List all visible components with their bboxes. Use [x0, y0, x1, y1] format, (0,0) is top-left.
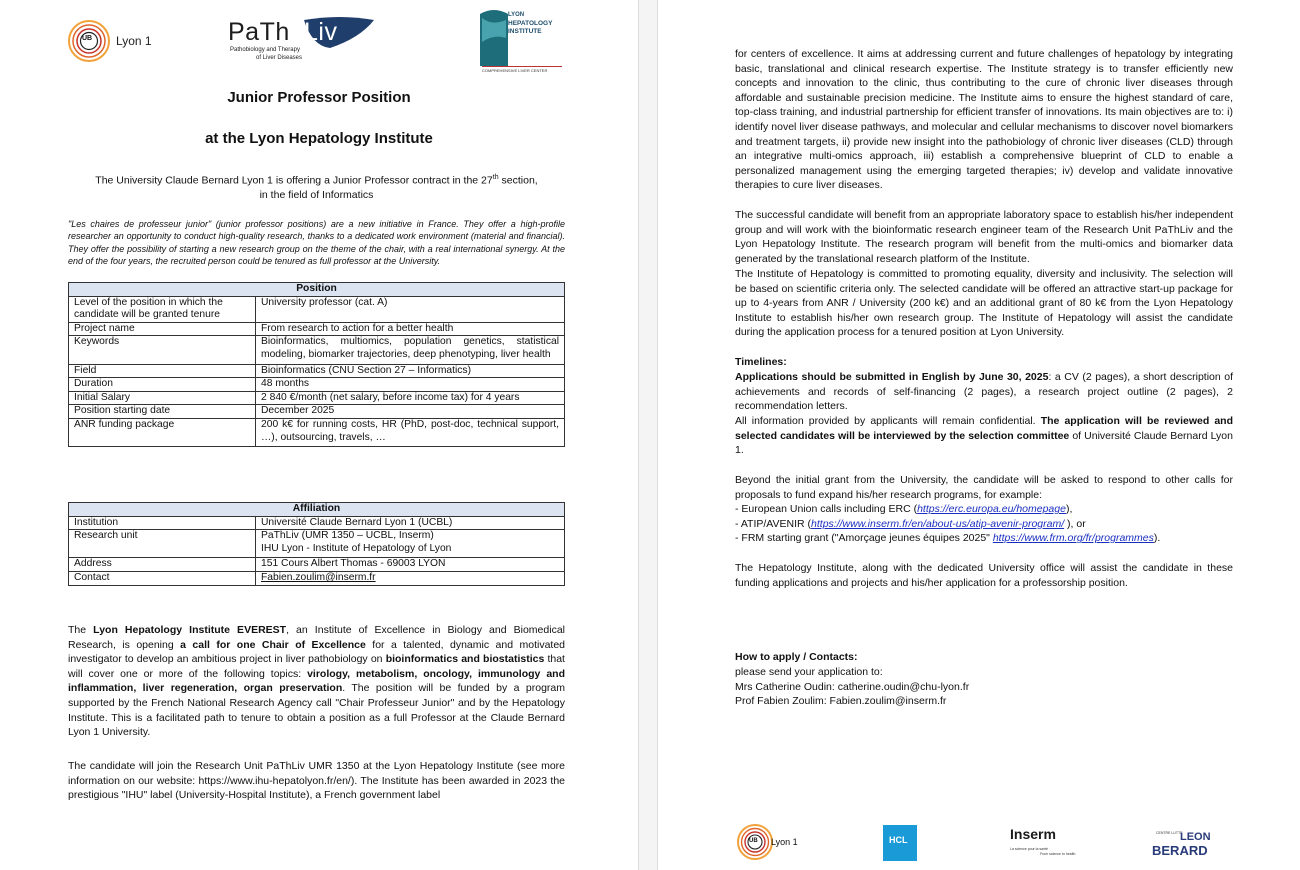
research-unit-paragraph: The candidate will join the Research Unit PaThLiv UMR 1350 at the Lyon Hepatology Institute (see more information on our website: https://www.ihu-hepatolyon.fr/en/). The Institute has been awarded in 2023 the prestigious "IHU" label (University-Hospital Institute), a French government label	[68, 760, 565, 802]
table-row: ANR funding package 200 k€ for running costs, HR (PhD, post-doc, technical support, …), outsourcing, travels, …	[69, 418, 565, 446]
page-title: Junior Professor Position	[227, 89, 411, 106]
table-row: Position starting date December 2025	[69, 405, 565, 419]
table-row: Research unit PaThLiv (UMR 1350 – UCBL, Inserm) IHU Lyon - Institute of Hepatology of Lyon	[69, 530, 565, 558]
timelines-heading: Timelines:	[735, 356, 787, 368]
hepatology-support-paragraph: The Hepatology Institute, along with the dedicated University office will assist the candidate in these funding applications and projects and his/her application for a professorship position.	[735, 562, 1233, 589]
contact-oudin: Mrs Catherine Oudin: catherine.oudin@chu-lyon.fr	[735, 680, 970, 693]
table-row: Institution Université Claude Bernard Lyon 1 (UCBL)	[69, 516, 565, 530]
footer-lyon1-logo	[736, 823, 816, 863]
lhi-divider	[482, 66, 562, 67]
frm-link[interactable]: https://www.frm.org/fr/programmes	[992, 532, 1154, 545]
footer-lyon1-emblem-text: UB	[749, 838, 758, 844]
document-page-1	[0, 0, 638, 870]
pathliv-text-b: Liv	[304, 18, 338, 46]
inserm-logo: Inserm La science pour la santé From science to health	[1010, 826, 1076, 856]
confidentiality-paragraph: All information provided by applicants will remain confidential. The application will be reviewed and selected candidates will be interviewed by the selection committee of Université Claude Bernard Lyon 1.	[735, 415, 1233, 457]
affiliation-table	[68, 502, 565, 586]
contact-zoulim: Prof Fabien Zoulim: Fabien.zoulim@inserm.fr	[735, 695, 947, 708]
lyon1-logo	[67, 18, 177, 64]
page-subtitle: at the Lyon Hepatology Institute	[205, 130, 433, 147]
junior-chair-description: "Les chaires de professeur junior" (junior professor positions) are a new initiative in France. They offer a high-profile researcher an opportunity to conduct high-quality research, thanks to a dedicated work environment (material and financial). They offer the possibility of starting a new research group on the theme of the chair, with a real international synergy. At the end of the four years, the recruited person could be tenured as full professor at the University.	[68, 219, 565, 267]
table-row: Duration 48 months	[69, 378, 565, 392]
lyon1-emblem-text: UB	[82, 35, 93, 42]
affiliation-table-header: Affiliation	[69, 503, 565, 517]
hcl-logo: HCL	[883, 825, 917, 861]
table-row: Initial Salary 2 840 €/month (net salary, before income tax) for 4 years	[69, 391, 565, 405]
pathliv-subtitle-2: of Liver Diseases	[256, 55, 303, 61]
lhi-line-1: LYON	[508, 12, 525, 18]
timelines-paragraph: Applications should be submitted in English by June 30, 2025: a CV (2 pages), a short description of achievements and records of self-financing (2 pages), a research project outline (2 pages), 2 recommendation letters.	[735, 371, 1233, 413]
centre-leon-berard-logo: CENTRE LUTTE LEON BERARD	[1152, 831, 1211, 858]
intro-text: The University Claude Bernard Lyon 1 is offering a Junior Professor contract in the 27th section, in the field of Informatics	[95, 174, 538, 202]
institute-aims-paragraph: for centers of excellence. It aims at addressing current and future challenges of hepatology by integrating basic, translational and clinical research expertise. The Institute strategy is to transfer efficiently new concepts and innovation to the clinic, thus contributing to the cure of chronic liver diseases through affordable and sustainable precision medicine. The Institute aims to ensure the highest standard of care, top-class training, and industrial partnership for efficient transfer of innovations. Its main objectives are to: i) identify novel liver disease pathways, and molecular and cellular mechanisms to discover novel biomarkers and treatment targets, ii) provide new insight into the pathobiology of chronic liver diseases (CLD) through an integrative multi-omics approach, iii) establish a comprehensive blueprint of CLD to enable a personalized management using the emerging targeted therapies; iv) develop and validate innovative therapies to cure liver diseases.	[735, 48, 1233, 192]
position-table-header: Position	[69, 283, 565, 297]
lyon-hepatology-institute-logo	[476, 8, 566, 74]
document-page-2	[658, 0, 1300, 870]
pathliv-subtitle-1: Pathobiology and Therapy	[230, 47, 300, 53]
list-item: - European Union calls including ERC (https://erc.europa.eu/homepage),	[735, 503, 1073, 515]
how-to-apply-heading: How to apply / Contacts:	[735, 651, 858, 663]
list-item: - FRM starting grant ("Amorçage jeunes équipes 2025" https://www.frm.org/fr/programmes).	[735, 532, 1161, 545]
lyon1-label: Lyon 1	[116, 34, 152, 48]
lhi-shape-icon	[476, 8, 512, 68]
erc-link[interactable]: https://erc.europa.eu/homepage	[917, 503, 1066, 515]
table-row: Field Bioinformatics (CNU Section 27 – Informatics)	[69, 364, 565, 378]
position-table	[68, 282, 565, 447]
pathliv-logo	[228, 16, 378, 66]
atip-avenir-link[interactable]: https://www.inserm.fr/en/about-us/atip-avenir-program/	[811, 517, 1065, 530]
funding-calls-paragraph: Beyond the initial grant from the University, the candidate will be asked to respond to other calls for proposals to fund expand his/her research programs, for example:	[735, 474, 1233, 501]
table-row: Address 151 Cours Albert Thomas - 69003 LYON	[69, 558, 565, 572]
call-description-paragraph: The Lyon Hepatology Institute EVEREST, an Institute of Excellence in Biology and Biomedical Research, is opening a call for one Chair of Excellence for a talented, dynamic and motivated investigator to develop an ambitious project in liver pathobiology on bioinformatics and biostatistics that will cover one or more of the following topics: virology, metabolism, oncology, immunology and inflammation, liver regeneration, organ preservation. The position will be funded by a program supported by the French National Research Agency call "Chair Professeur Junior" and by the Hepatology Institute. This is a facilitated path to tenure to obtain a position as a full Professor at the Claude Bernard Lyon 1 University.	[68, 624, 565, 739]
pathliv-text-a: PaTh	[228, 18, 290, 46]
table-row: Project name From research to action for a better health	[69, 322, 565, 336]
equality-paragraph: The Institute of Hepatology is committed to promoting equality, diversity and inclusivity. The selection will be based on scientific criteria only. The selected candidate will be offered an attractive start-up package for up to 4-years from ANR / University (200 k€) and an additional grant of 80 k€ from the Lyon Hepatology Institute to establish his/her own research group. The Institute of Hepatology will assist the candidate during the application process for a tenured position at Lyon University.	[735, 268, 1233, 339]
contact-email-link[interactable]: Fabien.zoulim@inserm.fr	[261, 571, 376, 583]
footer-lyon1-label: Lyon 1	[771, 837, 798, 847]
list-item: - ATIP/AVENIR (https://www.inserm.fr/en/about-us/atip-avenir-program/ ), or	[735, 517, 1086, 530]
table-row: Keywords Bioinformatics, multiomics, population genetics, statistical modeling, biomarker trajectories, deep phenotyping, liver health	[69, 336, 565, 364]
table-row: Contact Fabien.zoulim@inserm.fr	[69, 571, 565, 585]
funding-calls-list	[735, 502, 1233, 546]
contacts-block: please send your application to: Mrs Catherine Oudin: catherine.oudin@chu-lyon.fr Prof Fabien Zoulim: Fabien.zoulim@inserm.fr	[735, 665, 1233, 709]
lab-space-paragraph: The successful candidate will benefit from an appropriate laboratory space to establish his/her independent group and will work with the bioinformatic research engineer team of the Research Unit PaThLiv and the Lyon Hepatology Institute. The research program will benefit from the multi-omics and biomarker data generated by the translational research platform of the Institute.	[735, 209, 1233, 265]
table-row: Level of the position in which the candidate will be granted tenure University professor (cat. A)	[69, 296, 565, 322]
lhi-line-2: HEPATOLOGY	[508, 20, 553, 27]
page-gutter	[638, 0, 658, 870]
lhi-line-4: COMPREHENSIVE LIVER CENTER	[482, 68, 548, 73]
lhi-line-3: INSTITUTE	[508, 28, 542, 35]
